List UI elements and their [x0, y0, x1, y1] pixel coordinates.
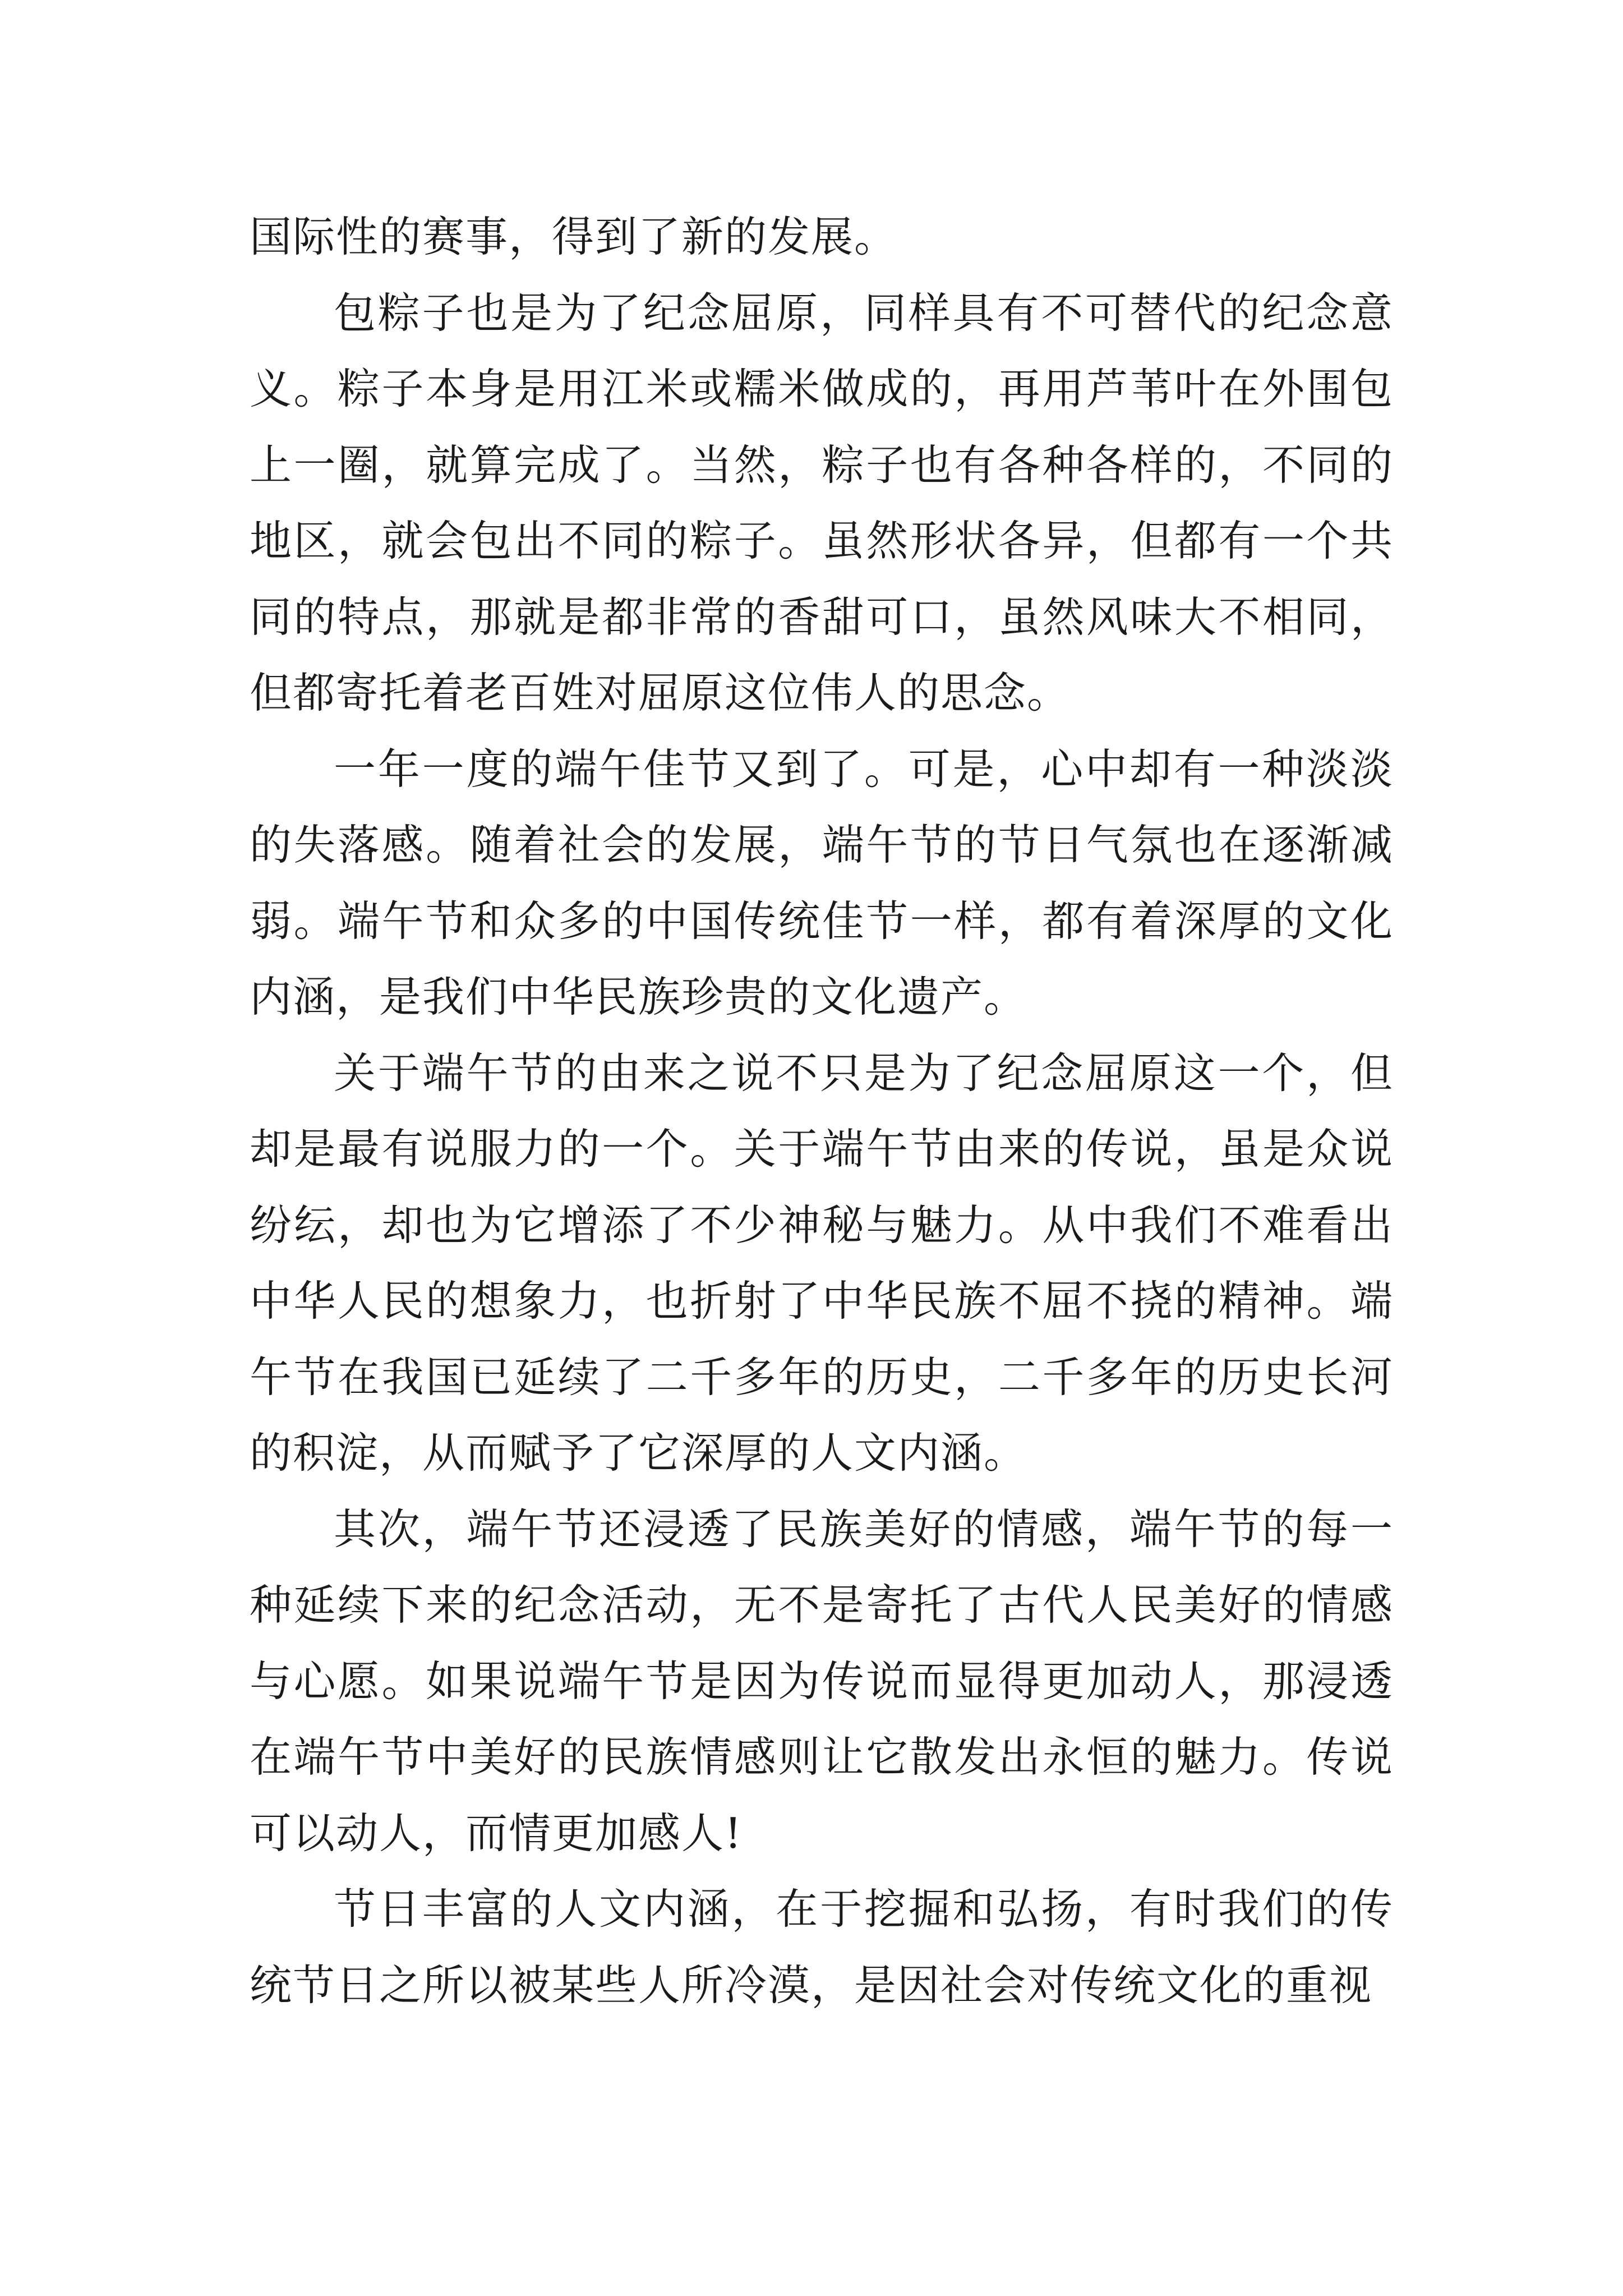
document-body [250, 199, 1394, 2023]
paragraph-origin: 关于端午节的由来之说不只是为了纪念屈原这一个，但却是最有说服力的一个。关于端午节由来的传说，虽是众说纷纭，却也为它增添了不少神秘与魅力。从中我们不难看出中华人民的想象力，也折射了中华民族不屈不挠的精神。端午节在我国已延续了二千多年的历史，二千多年的历史长河的积淀，从而赋予了它深厚的人文内涵。 [250, 1048, 1394, 1478]
paragraph-cultural-connotation: 节日丰富的人文内涵，在于挖掘和弘扬，有时我们的传统节日之所以被某些人所冷漠，是因社会对传统文化的重视 [250, 1884, 1394, 2010]
paragraph-zongzi: 包粽子也是为了纪念屈原，同样具有不可替代的纪念意义。粽子本身是用江米或糯米做成的，再用芦苇叶在外围包上一圈，就算完成了。当然，粽子也有各种各样的，不同的地区，就会包出不同的粽子。虽然形状各异，但都有一个共同的特点，那就是都非常的香甜可口，虽然风味大不相同，但都寄托着老百姓对屈原这位伟人的思念。 [250, 288, 1394, 717]
paragraph-festival-arrives: 一年一度的端午佳节又到了。可是，心中却有一种淡淡的失落感。随着社会的发展，端午节的节日气氛也在逐渐减弱。端午节和众多的中国传统佳节一样，都有着深厚的文化内涵，是我们中华民族珍贵的文化遗产。 [250, 744, 1394, 1022]
paragraph-continued: 国际性的赛事，得到了新的发展。 [250, 212, 898, 261]
paragraph-emotion: 其次，端午节还浸透了民族美好的情感，端午节的每一种延续下来的纪念活动，无不是寄托了古代人民美好的情感与心愿。如果说端午节是因为传说而显得更加动人，那浸透在端午节中美好的民族情感则让它散发出永恒的魅力。传说可以动人，而情更加感人! [250, 1504, 1394, 1858]
